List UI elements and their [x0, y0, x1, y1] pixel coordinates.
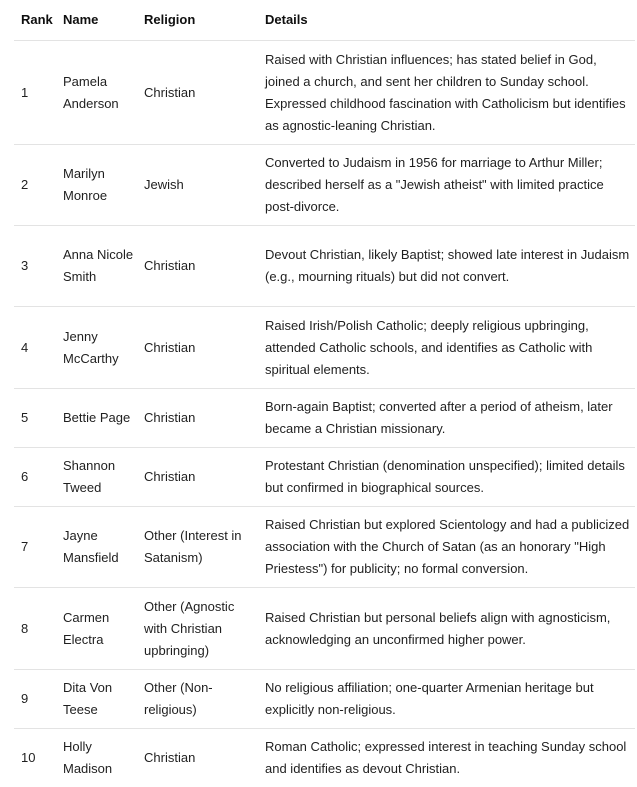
table-row	[14, 448, 635, 507]
rank-cell: 4	[14, 307, 56, 389]
name-cell: Jenny McCarthy	[56, 307, 137, 389]
header-details: Details	[258, 0, 635, 41]
name-cell: Holly Madison	[63, 739, 113, 776]
header-religion: Religion	[137, 0, 258, 41]
name-cell: Dita Von Teese	[56, 670, 137, 729]
religion-cell: Jewish	[137, 145, 258, 226]
header-rank: Rank	[14, 0, 56, 41]
table-row	[14, 307, 635, 389]
rank-cell: 2	[14, 145, 56, 226]
table-row	[14, 226, 635, 307]
religion-cell: Other (Interest in Satanism)	[137, 507, 258, 588]
details-cell: Raised Christian but explored Scientology and had a publicized association with the Church of Satan (as an honorary "High Priestess") for publicity; no formal conversion.	[258, 507, 635, 588]
details-cell: Protestant Christian (denomination unspecified); limited details but confirmed in biographical sources.	[258, 448, 635, 507]
details-cell: Raised Irish/Polish Catholic; deeply religious upbringing, attended Catholic schools, and identifies as Catholic with spiritual elements.	[258, 307, 635, 389]
details-cell: Raised with Christian influences; has stated belief in God, joined a church, and sent her children to Sunday school. Expressed childhood fascination with Catholicism but identifies as agnostic-leaning Christian.	[258, 41, 635, 145]
name-cell: Carmen Electra	[56, 588, 137, 670]
rank-cell: 1	[14, 41, 56, 145]
table-header-row	[14, 0, 635, 41]
religion-cell: Christian	[137, 307, 258, 389]
rank-cell: 6	[14, 448, 56, 507]
table-row	[14, 145, 635, 226]
table-row	[14, 507, 635, 588]
rank-cell: 8	[14, 588, 56, 670]
rank-cell: 3	[14, 226, 56, 307]
details-cell: Converted to Judaism in 1956 for marriage to Arthur Miller; described herself as a "Jewish atheist" with limited practice post-divorce.	[258, 145, 635, 226]
religion-cell: Christian	[137, 226, 258, 307]
name-cell: Pamela Anderson	[56, 41, 137, 145]
header-name: Name	[56, 0, 137, 41]
religion-cell: Christian	[137, 389, 258, 448]
table-row	[14, 670, 635, 729]
details-cell: No religious affiliation; one-quarter Armenian heritage but explicitly non-religious.	[258, 670, 635, 729]
name-cell: Bettie Page	[56, 389, 137, 448]
details-cell: Roman Catholic; expressed interest in teaching Sunday school and identifies as devout Christian.	[265, 739, 627, 776]
table-row	[14, 389, 635, 448]
details-cell: Devout Christian, likely Baptist; showed late interest in Judaism (e.g., mourning rituals) but did not convert.	[258, 226, 635, 307]
name-cell: Shannon Tweed	[56, 448, 137, 507]
name-cell: Anna Nicole Smith	[56, 226, 137, 307]
table-row	[14, 41, 635, 145]
name-cell: Jayne Mansfield	[56, 507, 137, 588]
religion-cell: Christian	[144, 750, 196, 765]
details-cell: Raised Christian but personal beliefs align with agnosticism, acknowledging an unconfirmed higher power.	[258, 588, 635, 670]
details-cell: Born-again Baptist; converted after a period of atheism, later became a Christian missionary.	[258, 389, 635, 448]
religion-table	[14, 0, 635, 787]
rank-cell: 5	[14, 389, 56, 448]
table-row	[14, 729, 635, 787]
religion-cell: Other (Non-religious)	[137, 670, 258, 729]
rank-cell: 10	[21, 750, 36, 765]
religion-cell: Other (Agnostic with Christian upbringing)	[137, 588, 258, 670]
table-row	[14, 588, 635, 670]
name-cell: Marilyn Monroe	[56, 145, 137, 226]
religion-cell: Christian	[137, 41, 258, 145]
rank-cell: 9	[14, 670, 56, 729]
religion-cell: Christian	[137, 448, 258, 507]
rank-cell: 7	[14, 507, 56, 588]
